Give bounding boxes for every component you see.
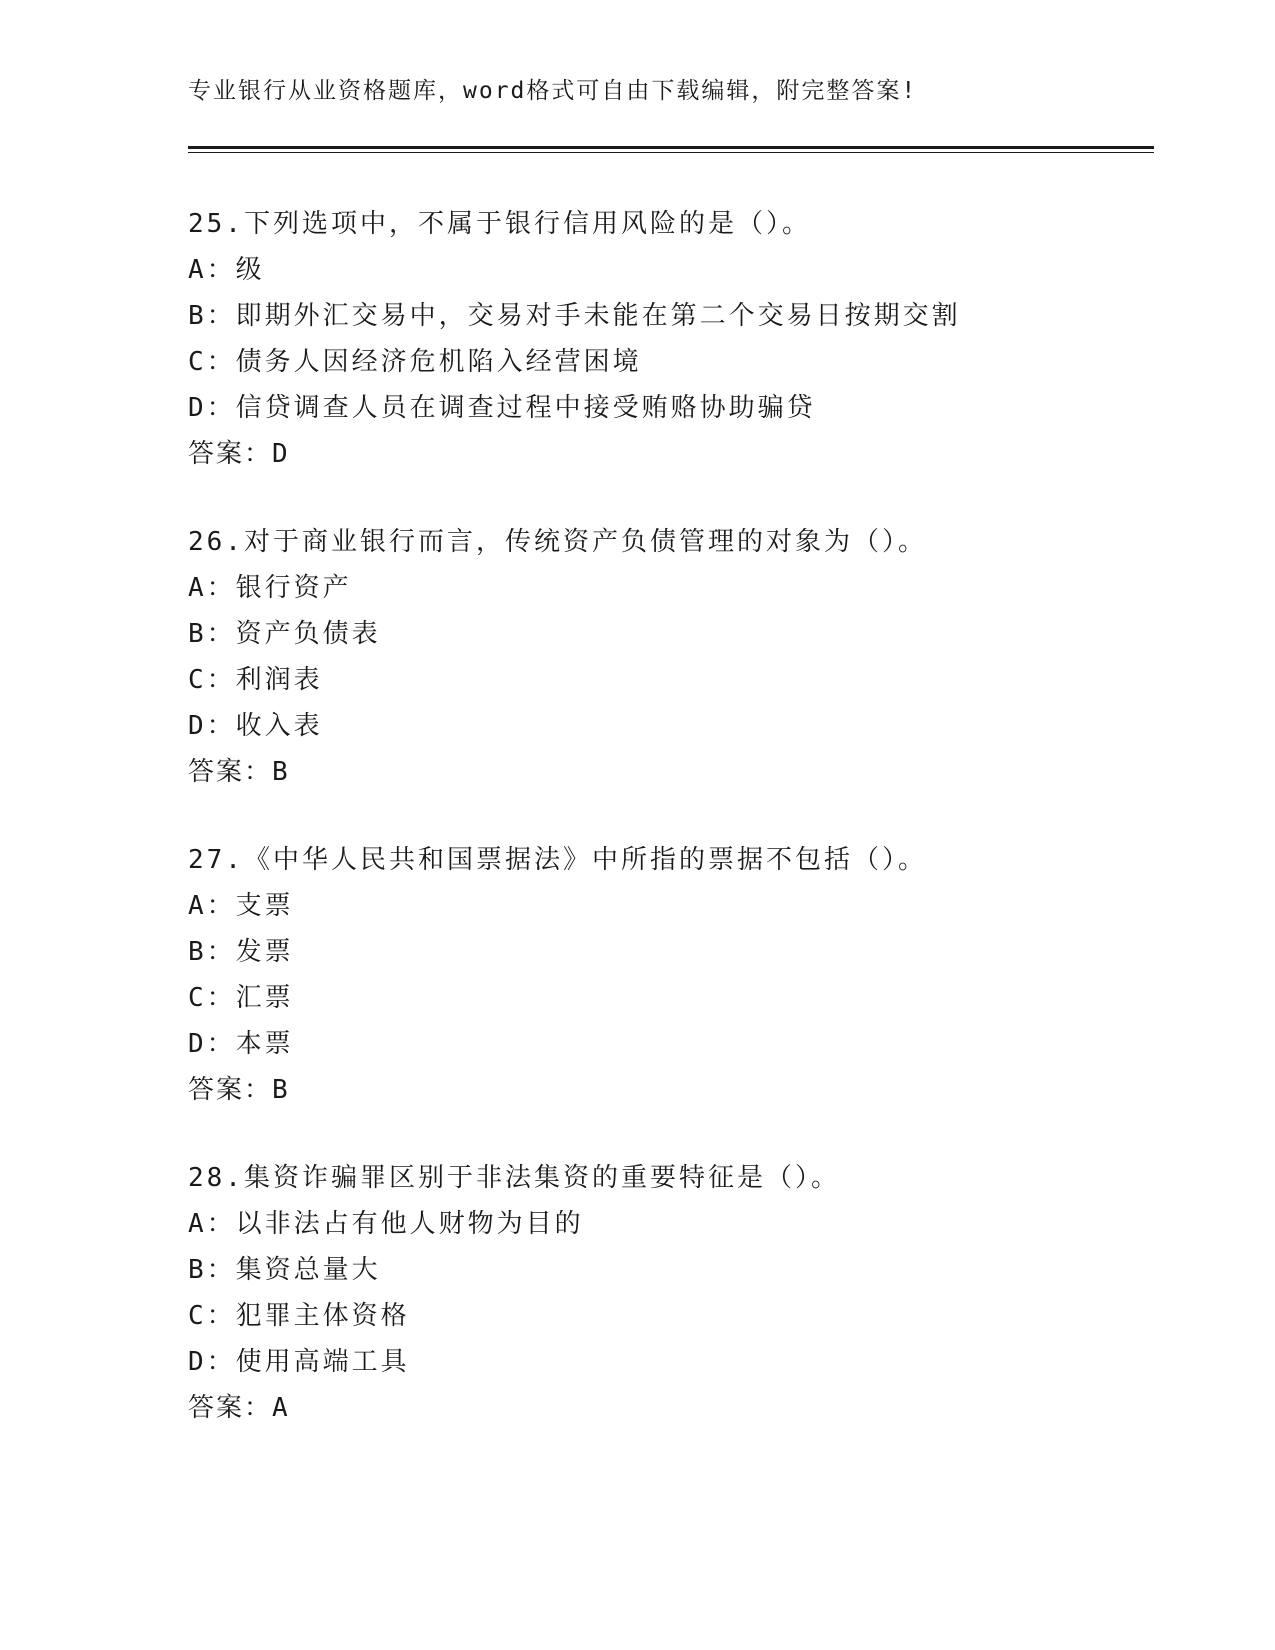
option-b: B：发票 (188, 937, 294, 967)
answer-line (188, 1067, 1148, 1113)
question-25 (188, 201, 1148, 477)
question-stem: 25.下列选项中，不属于银行信用风险的是（）。 (188, 209, 811, 239)
answer-line (188, 1385, 1148, 1431)
option-d: D：信贷调查人员在调查过程中接受贿赂协助骗贷 (188, 393, 816, 423)
option-a: A：级 (188, 255, 265, 285)
option-c: C：犯罪主体资格 (188, 1301, 410, 1331)
header-divider-thick (188, 146, 1154, 149)
question-28 (188, 1155, 1148, 1431)
answer-line (188, 431, 1148, 477)
option-c: C：债务人因经济危机陷入经营困境 (188, 347, 642, 377)
question-26 (188, 519, 1148, 795)
option-b: B：即期外汇交易中，交易对手未能在第二个交易日按期交割 (188, 301, 961, 331)
answer-value: D (272, 439, 290, 469)
option-a: A：银行资产 (188, 573, 352, 603)
answer-label: 答案： (188, 1393, 273, 1423)
answer-value: B (272, 757, 290, 787)
option-b: B：资产负债表 (188, 619, 381, 649)
page-header: 专业银行从业资格题库，word格式可自由下载编辑，附完整答案! (188, 78, 918, 104)
option-a: A：以非法占有他人财物为目的 (188, 1209, 584, 1239)
option-d: D：收入表 (188, 711, 323, 741)
option-c: C：汇票 (188, 983, 294, 1013)
question-27 (188, 837, 1148, 1113)
question-stem: 27.《中华人民共和国票据法》中所指的票据不包括（）。 (188, 845, 927, 875)
answer-line (188, 749, 1148, 795)
header-divider-thin (188, 152, 1154, 153)
answer-label: 答案： (188, 439, 273, 469)
option-d: D：使用高端工具 (188, 1347, 410, 1377)
option-b: B：集资总量大 (188, 1255, 381, 1285)
option-d: D：本票 (188, 1029, 294, 1059)
option-c: C：利润表 (188, 665, 323, 695)
answer-value: A (272, 1393, 290, 1423)
answer-label: 答案： (188, 1075, 273, 1105)
answer-label: 答案： (188, 757, 273, 787)
question-stem: 26.对于商业银行而言，传统资产负债管理的对象为（）。 (188, 527, 927, 557)
answer-value: B (272, 1075, 290, 1105)
option-a: A：支票 (188, 891, 294, 921)
question-stem: 28.集资诈骗罪区别于非法集资的重要特征是（）。 (188, 1163, 840, 1193)
